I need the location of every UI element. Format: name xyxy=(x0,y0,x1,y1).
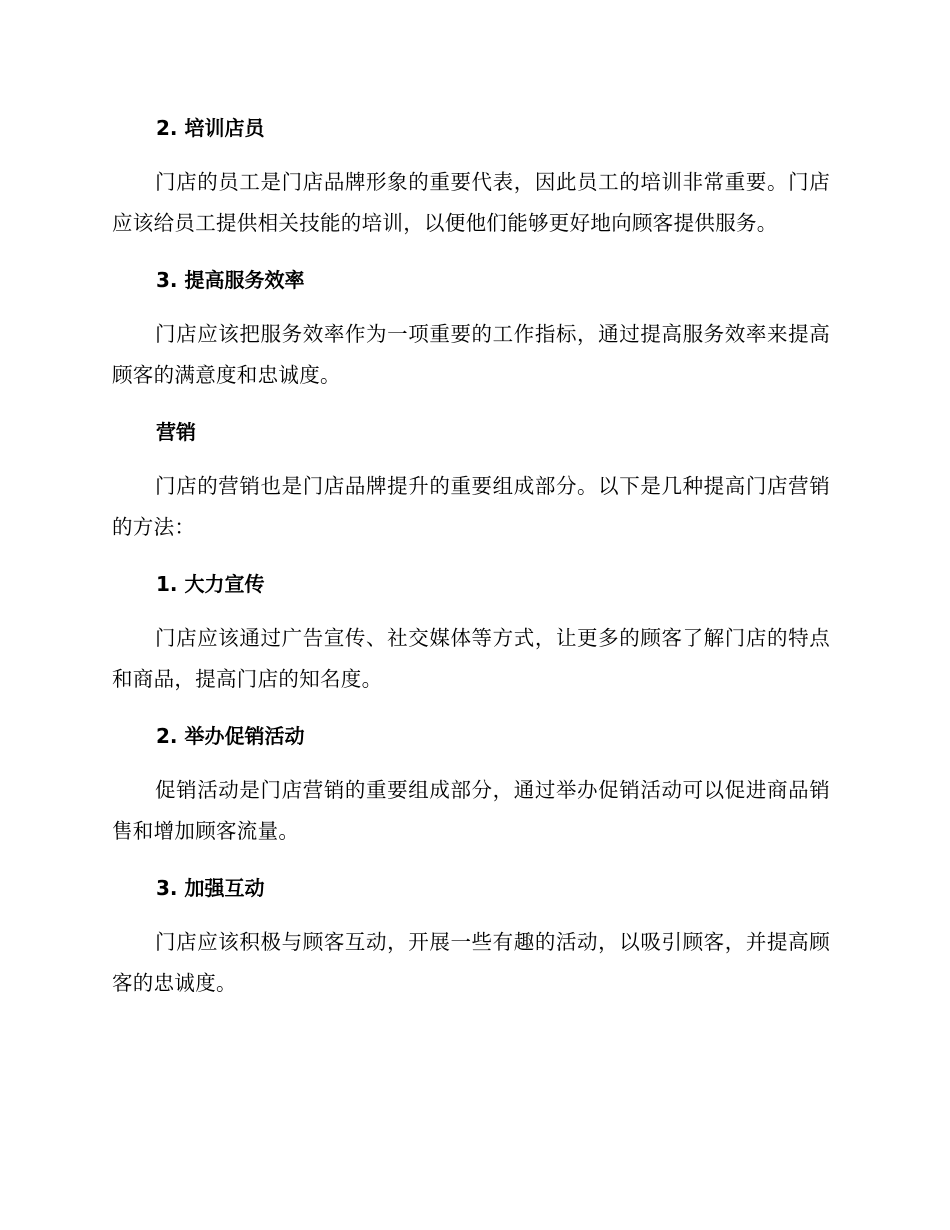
section-heading-promotion: 1. 大力宣传 xyxy=(156,572,265,596)
section-paragraph-marketing: 门店的营销也是门店品牌提升的重要组成部分。以下是几种提高门店营销的方法： xyxy=(112,474,830,539)
section-heading-marketing: 营销 xyxy=(156,420,196,444)
section-heading-sales-events: 2. 举办促销活动 xyxy=(156,724,305,748)
section-heading-training-staff: 2. 培训店员 xyxy=(156,116,265,140)
section-paragraph-service-efficiency: 门店应该把服务效率作为一项重要的工作指标，通过提高服务效率来提高顾客的满意度和忠诚度。 xyxy=(112,322,830,387)
section-paragraph-training-staff: 门店的员工是门店品牌形象的重要代表，因此员工的培训非常重要。门店应该给员工提供相关技能的培训，以便他们能够更好地向顾客提供服务。 xyxy=(112,170,830,235)
section-heading-service-efficiency: 3. 提高服务效率 xyxy=(156,268,305,292)
section-paragraph-promotion: 门店应该通过广告宣传、社交媒体等方式，让更多的顾客了解门店的特点和商品，提高门店的知名度。 xyxy=(112,626,830,691)
section-heading-interaction: 3. 加强互动 xyxy=(156,876,265,900)
section-paragraph-sales-events: 促销活动是门店营销的重要组成部分，通过举办促销活动可以促进商品销售和增加顾客流量。 xyxy=(112,778,830,843)
section-paragraph-interaction: 门店应该积极与顾客互动，开展一些有趣的活动，以吸引顾客，并提高顾客的忠诚度。 xyxy=(112,930,830,995)
